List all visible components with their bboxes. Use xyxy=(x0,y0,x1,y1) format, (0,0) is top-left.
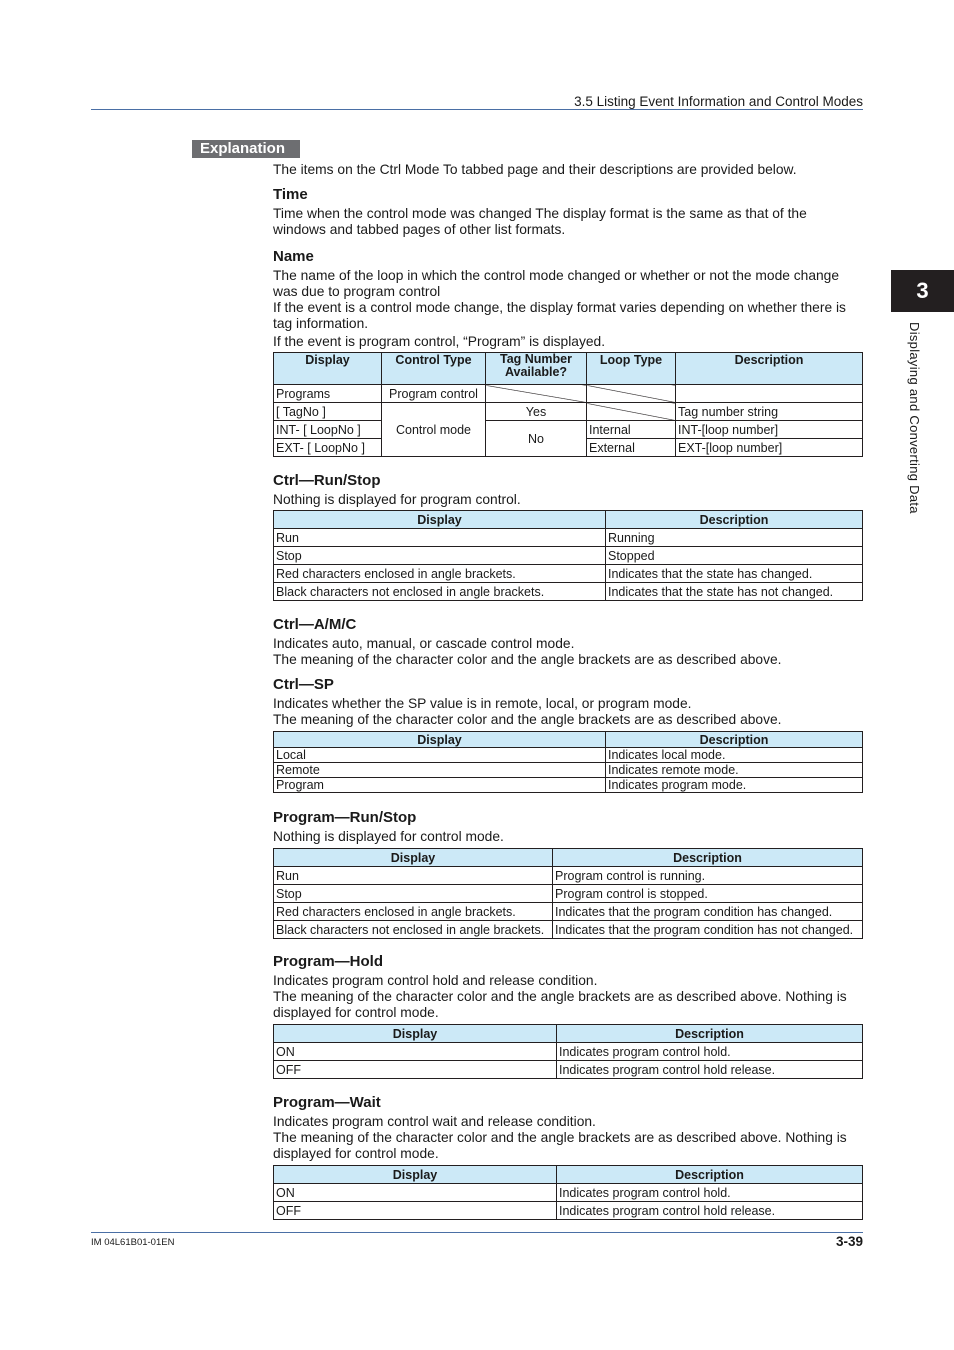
ctrl-sp-heading: Ctrl—SP xyxy=(273,676,334,693)
table-cell: OFF xyxy=(274,1061,557,1079)
table-cell: Indicates program control hold. xyxy=(557,1043,863,1061)
table-header: Tag Number Available? xyxy=(486,353,587,385)
name-text-2: If the event is a control mode change, the display format varies depending on whether there is tag information. xyxy=(273,300,846,331)
table-cell: Run xyxy=(274,529,606,547)
table-cell: Remote xyxy=(274,763,606,778)
table-cell: Indicates local mode. xyxy=(606,748,863,763)
table-cell: Red characters enclosed in angle brackets. xyxy=(274,565,606,583)
time-heading: Time xyxy=(273,186,308,203)
program-hold-text-2: The meaning of the character color and the angle brackets are as described above. Nothing is displayed for control mode. xyxy=(273,989,847,1020)
table-cell: Indicates remote mode. xyxy=(606,763,863,778)
table-cell: Black characters not enclosed in angle brackets. xyxy=(274,583,606,601)
name-table xyxy=(273,352,863,457)
table-cell: Control mode xyxy=(382,403,486,457)
table-cell: EXT- [ LoopNo ] xyxy=(274,439,382,457)
table-header: Display xyxy=(274,353,382,385)
table-cell: OFF xyxy=(274,1202,557,1220)
table-cell: Indicates that the program condition has not changed. xyxy=(553,921,863,939)
table-cell: Indicates that the state has changed. xyxy=(606,565,863,583)
explanation-label: Explanation xyxy=(192,140,300,158)
table-cell: Indicates that the state has not changed. xyxy=(606,583,863,601)
table-cell: [ TagNo ] xyxy=(274,403,382,421)
table-cell: Stopped xyxy=(606,547,863,565)
program-wait-heading: Program—Wait xyxy=(273,1094,381,1111)
table-cell: Tag number string xyxy=(676,403,863,421)
ctrl-run-stop-text: Nothing is displayed for program control. xyxy=(273,492,521,507)
table-cell: Program control is stopped. xyxy=(553,885,863,903)
program-wait-text-1: Indicates program control wait and release condition. xyxy=(273,1114,596,1129)
table-cell: ON xyxy=(274,1043,557,1061)
table-cell: Run xyxy=(274,867,553,885)
table-header: Display xyxy=(274,732,606,748)
footer-divider xyxy=(91,1232,863,1233)
table-cell: Internal xyxy=(587,421,676,439)
table-header: Description xyxy=(606,511,863,529)
table-cell: Indicates that the program condition has changed. xyxy=(553,903,863,921)
table-cell: Programs xyxy=(274,385,382,403)
table-cell: External xyxy=(587,439,676,457)
table-header: Display xyxy=(274,1025,557,1043)
table-header: Description xyxy=(557,1025,863,1043)
ctrl-sp-text-1: Indicates whether the SP value is in remote, local, or program mode. xyxy=(273,696,692,711)
table-header: Display xyxy=(274,849,553,867)
ctrl-run-stop-table xyxy=(273,510,863,601)
table-cell: No xyxy=(486,421,587,457)
table-cell: Black characters not enclosed in angle brackets. xyxy=(274,921,553,939)
table-header: Description xyxy=(606,732,863,748)
table-cell: Program control xyxy=(382,385,486,403)
table-header: Control Type xyxy=(382,353,486,385)
chapter-tab: 3 xyxy=(891,270,954,312)
section-title: 3.5 Listing Event Information and Control Modes xyxy=(574,94,863,109)
table-cell-empty xyxy=(486,385,587,403)
table-cell: Indicates program control hold. xyxy=(557,1184,863,1202)
table-cell: ON xyxy=(274,1184,557,1202)
program-wait-table xyxy=(273,1165,863,1220)
ctrl-amc-text-1: Indicates auto, manual, or cascade control mode. xyxy=(273,636,575,651)
table-cell: Program xyxy=(274,778,606,793)
table-cell: Yes xyxy=(486,403,587,421)
table-cell-empty xyxy=(587,403,676,421)
page-number: 3-39 xyxy=(835,1234,863,1249)
table-header: Display xyxy=(274,511,606,529)
table-header: Description xyxy=(553,849,863,867)
table-cell: Stop xyxy=(274,885,553,903)
name-text-3: If the event is program control, “Program” is displayed. xyxy=(273,334,606,349)
table-cell: EXT-[loop number] xyxy=(676,439,863,457)
program-run-stop-text: Nothing is displayed for control mode. xyxy=(273,829,504,844)
program-hold-heading: Program—Hold xyxy=(273,953,384,970)
name-text-1: The name of the loop in which the control mode changed or whether or not the mode change was due to program control xyxy=(273,268,840,299)
table-cell: Stop xyxy=(274,547,606,565)
intro-text: The items on the Ctrl Mode To tabbed page and their descriptions are provided below. xyxy=(273,162,797,177)
table-cell-empty xyxy=(676,385,863,403)
document-id: IM 04L61B01-01EN xyxy=(91,1237,175,1248)
table-cell: Running xyxy=(606,529,863,547)
ctrl-run-stop-heading: Ctrl—Run/Stop xyxy=(273,472,381,489)
table-cell: Indicates program control hold release. xyxy=(557,1202,863,1220)
program-wait-text-2: The meaning of the character color and the angle brackets are as described above. Nothing is displayed for control mode. xyxy=(273,1130,847,1161)
table-cell: Indicates program control hold release. xyxy=(557,1061,863,1079)
chapter-side-label: Displaying and Converting Data xyxy=(907,322,922,514)
program-run-stop-table xyxy=(273,848,863,939)
table-cell: Program control is running. xyxy=(553,867,863,885)
program-run-stop-heading: Program—Run/Stop xyxy=(273,809,417,826)
table-cell-empty xyxy=(587,385,676,403)
table-cell: INT- [ LoopNo ] xyxy=(274,421,382,439)
table-cell: Indicates program mode. xyxy=(606,778,863,793)
ctrl-sp-table xyxy=(273,731,863,793)
table-cell: INT-[loop number] xyxy=(676,421,863,439)
ctrl-amc-text-2: The meaning of the character color and the angle brackets are as described above. xyxy=(273,652,782,667)
ctrl-sp-text-2: The meaning of the character color and the angle brackets are as described above. xyxy=(273,712,782,727)
ctrl-amc-heading: Ctrl—A/M/C xyxy=(273,616,357,633)
table-header: Display xyxy=(274,1166,557,1184)
table-cell: Red characters enclosed in angle brackets. xyxy=(274,903,553,921)
time-text: Time when the control mode was changed The display format is the same as that of the windows and tabbed pages of other list formats. xyxy=(273,206,807,237)
table-header: Description xyxy=(676,353,863,385)
program-hold-text-1: Indicates program control hold and release condition. xyxy=(273,973,598,988)
table-cell: Local xyxy=(274,748,606,763)
table-header: Description xyxy=(557,1166,863,1184)
table-header: Loop Type xyxy=(587,353,676,385)
name-heading: Name xyxy=(273,248,314,265)
header-divider xyxy=(91,109,863,110)
program-hold-table xyxy=(273,1024,863,1079)
